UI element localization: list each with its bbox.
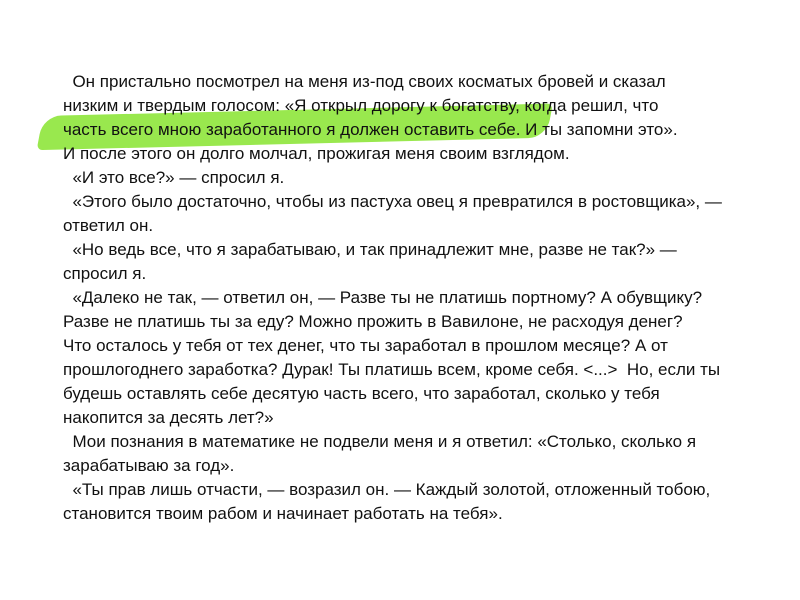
highlighted-text-line: часть всего мною заработанного я должен оставить себе. И ты запомни это». (63, 120, 678, 139)
text-line: зарабатываю за год». (63, 456, 235, 475)
text-line: прошлогоднего заработка? Дурак! Ты платишь всем, кроме себя. <...> Но, если ты (63, 360, 721, 379)
text-line: «Но ведь все, что я зарабатываю, и так принадлежит мне, разве не так?» — (63, 240, 677, 259)
text-line: ответил он. (63, 216, 154, 235)
text-line: «Далеко не так, — ответил он, — Разве ты не платишь портному? А обувщику? (63, 288, 703, 307)
text-line: становится твоим рабом и начинает работать на тебя». (63, 504, 503, 523)
text-line: Мои познания в математике не подвели меня и я ответил: «Столько, сколько я (63, 432, 697, 451)
text-line: накопится за десять лет?» (63, 408, 274, 427)
text-line: «Ты прав лишь отчасти, — возразил он. — Каждый золотой, отложенный тобою, (63, 480, 711, 499)
text-line: Разве не платишь ты за еду? Можно прожить в Вавилоне, не расходуя денег? (63, 312, 683, 331)
text-line: низким и твердым голосом: «Я открыл дорогу к богатству, когда решил, что (63, 96, 659, 115)
text-line: Он пристально посмотрел на меня из-под своих косматых бровей и сказал (63, 72, 666, 91)
text-line: «Этого было достаточно, чтобы из пастуха овец я превратился в ростовщика», — (63, 192, 722, 211)
text-line: Что осталось у тебя от тех денег, что ты заработал в прошлом месяце? А от (63, 336, 668, 355)
text-line: будешь оставлять себе десятую часть всего, что заработал, сколько у тебя (63, 384, 660, 403)
text-line: И после этого он долго молчал, прожигая меня своим взглядом. (63, 144, 570, 163)
text-line: спросил я. (63, 264, 147, 283)
text-line: «И это все?» — спросил я. (63, 168, 285, 187)
